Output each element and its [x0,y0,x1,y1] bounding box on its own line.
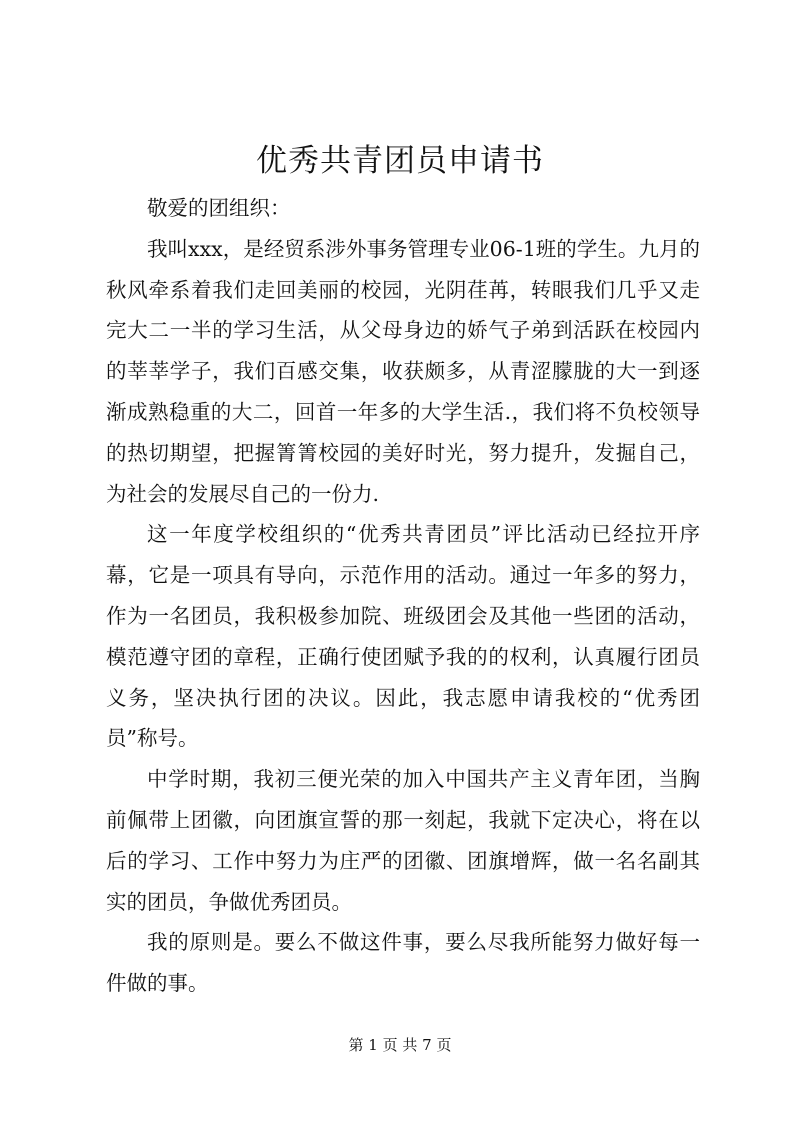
page-title: 优秀共青团员申请书 [256,143,544,179]
document-body [106,188,700,1004]
paragraph: 我的原则是。要么不做这件事，要么尽我所能努力做好每一件做的事。 [106,930,700,996]
paragraph: 中学时期，我初三便光荣的加入中国共产主义青年团，当胸前佩带上团徽，向团旗宣誓的那一刻起，我就下定决心，将在以后的学习、工作中努力为庄严的团徽、团旗增辉，做一名名副其实的团员，争做优秀团员。 [106,767,700,914]
paragraph: 这一年度学校组织的“优秀共青团员”评比活动已经拉开序幕，它是一项具有导向，示范作用的活动。通过一年多的努力，作为一名团员，我积极参加院、班级团会及其他一些团的活动，模范遵守团的章程，正确行使团赋予我的的权利，认真履行团员义务，坚决执行团的决议。因此，我志愿申请我校的“优秀团员”称号。 [106,522,700,751]
paragraph: 我叫xxx，是经贸系涉外事务管理专业06-1班的学生。九月的秋风牵系着我们走回美丽的校园，光阴荏苒，转眼我们几乎又走完大二一半的学习生活，从父母身边的娇气子弟到活跃在校园内的莘莘学子，我们百感交集，收获颇多，从青涩朦胧的大一到逐渐成熟稳重的大二，回首一年多的大学生活.，我们将不负校领导的热切期望，把握箐箐校园的美好时光，努力提升，发掘自己，为社会的发展尽自己的一份力. [106,236,700,506]
salutation: 敬爱的团组织： [147,196,291,220]
page-footer: 第 1 页 共 7 页 [348,1036,452,1054]
